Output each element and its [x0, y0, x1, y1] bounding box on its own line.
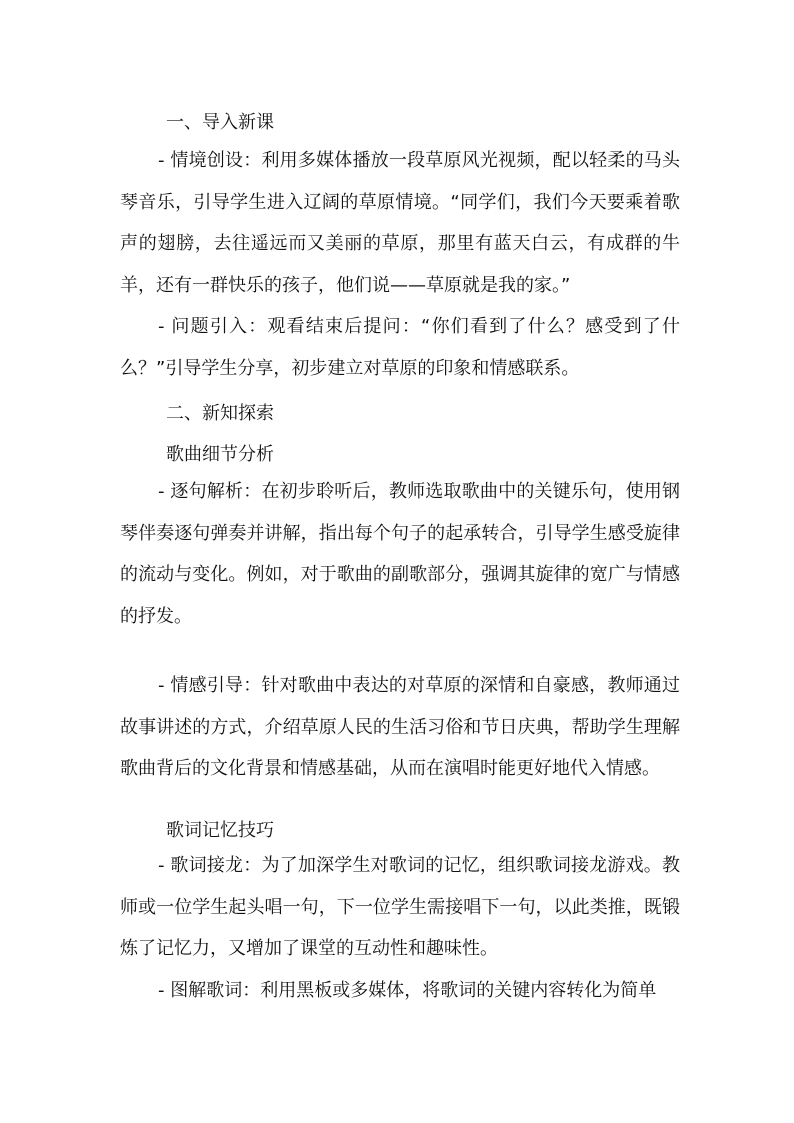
subheading-song-analysis: 歌曲细节分析 [166, 444, 274, 465]
paragraph-question: - 问题引入：观看结束后提问：“你们看到了什么？感受到了什么？”引导学生分享，初步建立对草原的印象和情感联系。 [120, 316, 680, 379]
paragraph-emotion-guidance: - 情感引导：针对歌曲中表达的对草原的深情和自豪感，教师通过故事讲述的方式，介绍草原人民的生活习俗和节日庆典，帮助学生理解歌曲背后的文化背景和情感基础，从而在演唱时能更好地代入情感。 [120, 675, 680, 779]
section-heading-explore: 二、新知探索 [166, 403, 274, 424]
paragraph-scenario: - 情境创设：利用多媒体播放一段草原风光视频，配以轻柔的马头琴音乐，引导学生进入辽阔的草原情境。“同学们，我们今天要乘着歌声的翅膀，去往遥远而又美丽的草原，那里有蓝天白云，有成群的牛羊，还有一群快乐的孩子，他们说——草原就是我的家。” [120, 150, 680, 296]
section-heading-intro: 一、导入新课 [166, 112, 274, 133]
paragraph-lyrics-illustration: - 图解歌词：利用黑板或多媒体，将歌词的关键内容转化为简单 [158, 980, 657, 1001]
paragraph-line-analysis: - 逐句解析：在初步聆听后，教师选取歌曲中的关键乐句，使用钢琴伴奏逐句弹奏并讲解，指出每个句子的起承转合，引导学生感受旋律的流动与变化。例如，对于歌曲的副歌部分，强调其旋律的宽广与情感的抒发。 [120, 481, 680, 627]
paragraph-lyrics-relay: - 歌词接龙：为了加深学生对歌词的记忆，组织歌词接龙游戏。教师或一位学生起头唱一句，下一位学生需接唱下一句，以此类推，既锻炼了记忆力，又增加了课堂的互动性和趣味性。 [120, 855, 680, 959]
subheading-lyrics-memory: 歌词记忆技巧 [166, 820, 274, 841]
